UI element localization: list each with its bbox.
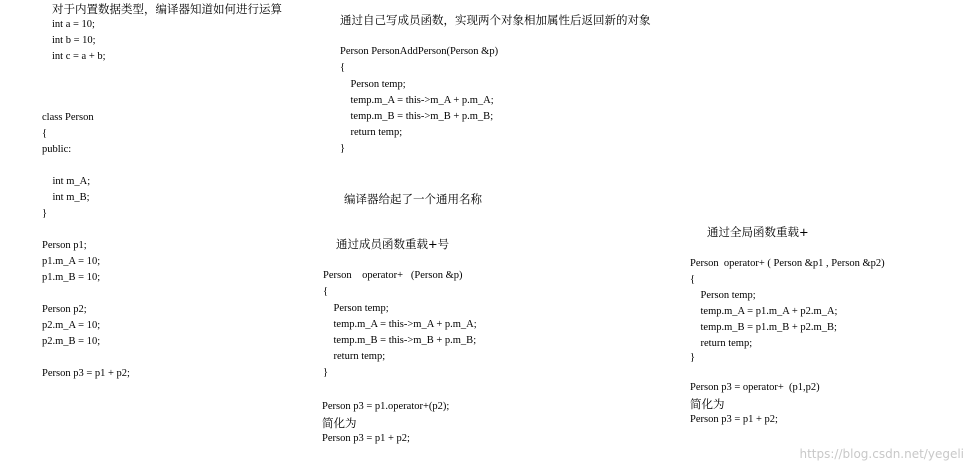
global-operator-code-line: temp.m_A = p1.m_A + p2.m_A; — [690, 306, 838, 317]
global-operator-code-line: Person operator+ ( Person &p1 , Person &p2) — [690, 258, 885, 269]
p2-code-line: p2.m_B = 10; — [42, 336, 101, 347]
member-function-heading: 通过自己写成员函数，实现两个对象相加属性后返回新的对象 — [340, 13, 651, 27]
p1-code-line: p1.m_A = 10; — [42, 256, 101, 267]
global-operator-heading: 通过全局函数重载+ — [707, 225, 809, 239]
member-operator-code-line: Person temp; — [323, 303, 389, 314]
class-code-line: } — [42, 208, 48, 219]
builtin-code-line: int a = 10; — [52, 19, 95, 30]
class-code-line: int m_A; — [42, 176, 91, 187]
global-operator-code-line: } — [690, 352, 696, 363]
generic-name-note: 编译器给起了一个通用名称 — [344, 192, 482, 206]
member-operator-simplify-label: 简化为 — [322, 416, 357, 430]
member-function-code-line: Person PersonAddPerson(Person &p) — [340, 46, 499, 57]
class-code-line: class Person — [42, 112, 94, 123]
member-operator-code-line: } — [323, 367, 329, 378]
global-operator-code-line: { — [690, 274, 696, 285]
class-code-line: int m_B; — [42, 192, 90, 203]
class-code-line: public: — [42, 144, 72, 155]
global-operator-code-line: temp.m_B = p1.m_B + p2.m_B; — [690, 322, 837, 333]
member-operator-code-line: temp.m_A = this->m_A + p.m_A; — [323, 319, 477, 330]
member-operator-call-full: Person p3 = p1.operator+(p2); — [322, 401, 450, 412]
member-operator-code-line: return temp; — [323, 351, 386, 362]
builtin-heading: 对于内置数据类型，编译器知道如何进行运算 — [52, 2, 282, 16]
global-operator-call-short: Person p3 = p1 + p2; — [690, 414, 778, 425]
member-operator-code-line: temp.m_B = this->m_B + p.m_B; — [323, 335, 477, 346]
global-operator-simplify-label: 简化为 — [690, 397, 725, 411]
watermark-url: https://blog.csdn.net/yegeli — [799, 447, 964, 461]
p1-code-line: p1.m_B = 10; — [42, 272, 101, 283]
member-function-code-line: return temp; — [340, 127, 403, 138]
global-operator-call-full: Person p3 = operator+ (p1,p2) — [690, 382, 820, 393]
member-operator-call-short: Person p3 = p1 + p2; — [322, 433, 410, 444]
builtin-code-line: int c = a + b; — [52, 51, 106, 62]
member-function-code-line: temp.m_A = this->m_A + p.m_A; — [340, 95, 494, 106]
member-operator-code-line: Person operator+ (Person &p) — [323, 270, 463, 281]
global-operator-code-line: return temp; — [690, 338, 753, 349]
p3-code-line: Person p3 = p1 + p2; — [42, 368, 130, 379]
member-function-code-line: temp.m_B = this->m_B + p.m_B; — [340, 111, 494, 122]
member-function-code-line: { — [340, 62, 346, 73]
class-code-line: { — [42, 128, 48, 139]
member-function-code-line: Person temp; — [340, 79, 406, 90]
p1-code-line: Person p1; — [42, 240, 87, 251]
member-operator-heading: 通过成员函数重载+号 — [336, 237, 450, 251]
p2-code-line: p2.m_A = 10; — [42, 320, 101, 331]
member-function-code-line: } — [340, 143, 346, 154]
p2-code-line: Person p2; — [42, 304, 87, 315]
builtin-code-line: int b = 10; — [52, 35, 96, 46]
global-operator-code-line: Person temp; — [690, 290, 756, 301]
member-operator-code-line: { — [323, 286, 329, 297]
